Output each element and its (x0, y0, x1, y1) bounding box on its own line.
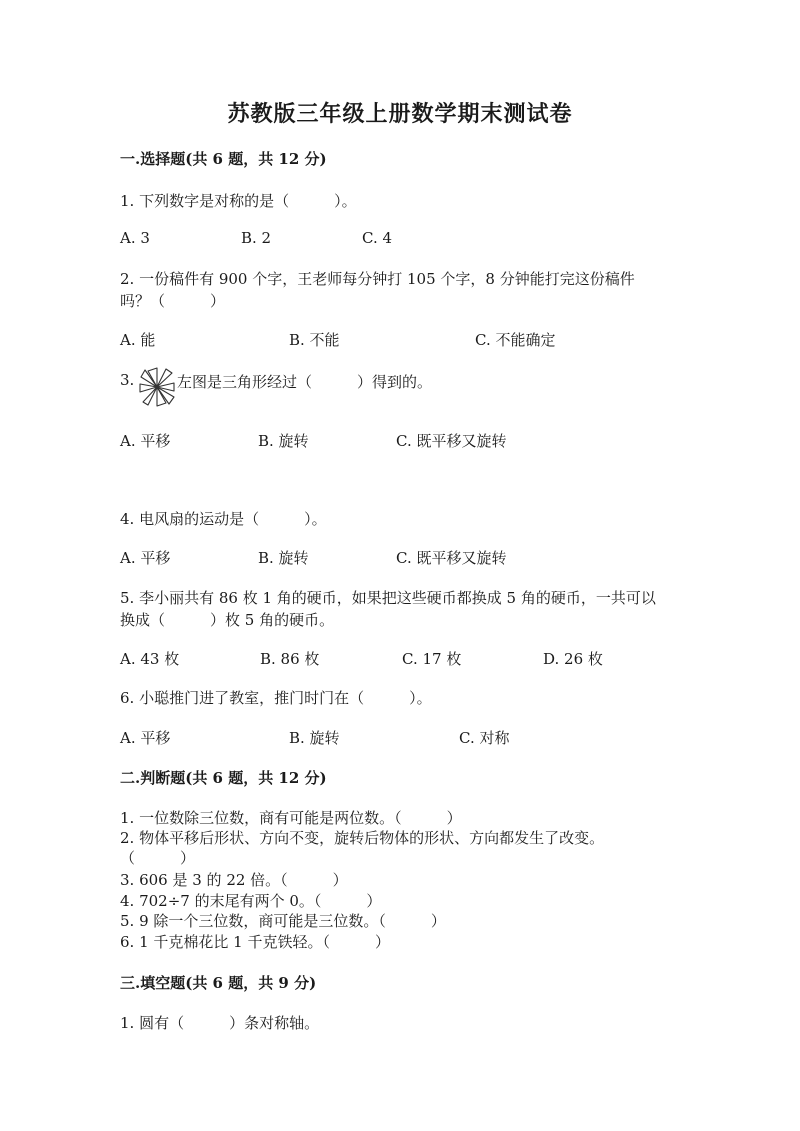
q2-option-b: B. 不能 (289, 331, 340, 349)
question-4: 4. 电风扇的运动是（ ）。 (120, 510, 327, 528)
q5-option-b: B. 86 枚 (260, 650, 320, 668)
judge-item-6: 6. 1 千克棉花比 1 千克铁轻。（ ） (120, 933, 390, 951)
question-2-line-2: 吗？（ ） (120, 292, 226, 310)
q4-option-c: C. 既平移又旋转 (396, 549, 507, 567)
q3-option-c: C. 既平移又旋转 (396, 432, 507, 450)
fill-item-1: 1. 圆有（ ）条对称轴。 (120, 1014, 320, 1032)
judge-item-3: 3. 606 是 3 的 22 倍。（ ） (120, 871, 348, 889)
q3-option-b: B. 旋转 (258, 432, 309, 450)
section-heading-judge: 二.判断题(共 6 题，共 12 分) (120, 769, 327, 787)
question-3-number: 3. (120, 371, 135, 389)
q1-option-c: C. 4 (362, 229, 393, 247)
q6-option-c: C. 对称 (459, 729, 510, 747)
judge-item-5: 5. 9 除一个三位数，商可能是三位数。（ ） (120, 912, 446, 930)
question-5-line-1: 5. 李小丽共有 86 枚 1 角的硬币，如果把这些硬币都换成 5 角的硬币，一共可以 (120, 589, 656, 607)
judge-item-4: 4. 702÷7 的末尾有两个 0。（ ） (120, 892, 382, 910)
q6-option-b: B. 旋转 (289, 729, 340, 747)
pinwheel-triangles-icon (139, 367, 175, 407)
q5-option-d: D. 26 枚 (543, 650, 603, 668)
q2-option-c: C. 不能确定 (475, 331, 556, 349)
q2-option-a: A. 能 (120, 331, 156, 349)
q5-option-c: C. 17 枚 (402, 650, 462, 668)
section-heading-choice: 一.选择题(共 6 题，共 12 分) (120, 150, 327, 168)
q4-option-a: A. 平移 (120, 549, 171, 567)
page-title: 苏教版三年级上册数学期末测试卷 (227, 101, 573, 127)
question-6: 6. 小聪推门进了教室，推门时门在（ ）。 (120, 689, 432, 707)
question-3-text: 左图是三角形经过（ ）得到的。 (177, 373, 433, 391)
judge-item-2: 2. 物体平移后形状、方向不变，旋转后物体的形状、方向都发生了改变。 (120, 829, 605, 847)
judge-item-1: 1. 一位数除三位数，商有可能是两位数。（ ） (120, 809, 462, 827)
question-5-line-2: 换成（ ）枚 5 角的硬币。 (120, 611, 335, 629)
q1-option-a: A. 3 (120, 229, 150, 247)
question-2-line-1: 2. 一份稿件有 900 个字，王老师每分钟打 105 个字，8 分钟能打完这份稿件 (120, 270, 635, 288)
q1-option-b: B. 2 (241, 229, 272, 247)
q6-option-a: A. 平移 (120, 729, 171, 747)
q3-option-a: A. 平移 (120, 432, 171, 450)
question-1: 1. 下列数字是对称的是（ ）。 (120, 192, 357, 210)
judge-item-2-blank: （ ） (120, 849, 196, 867)
section-heading-fill: 三.填空题(共 6 题，共 9 分) (120, 974, 317, 992)
q5-option-a: A. 43 枚 (120, 650, 180, 668)
q4-option-b: B. 旋转 (258, 549, 309, 567)
